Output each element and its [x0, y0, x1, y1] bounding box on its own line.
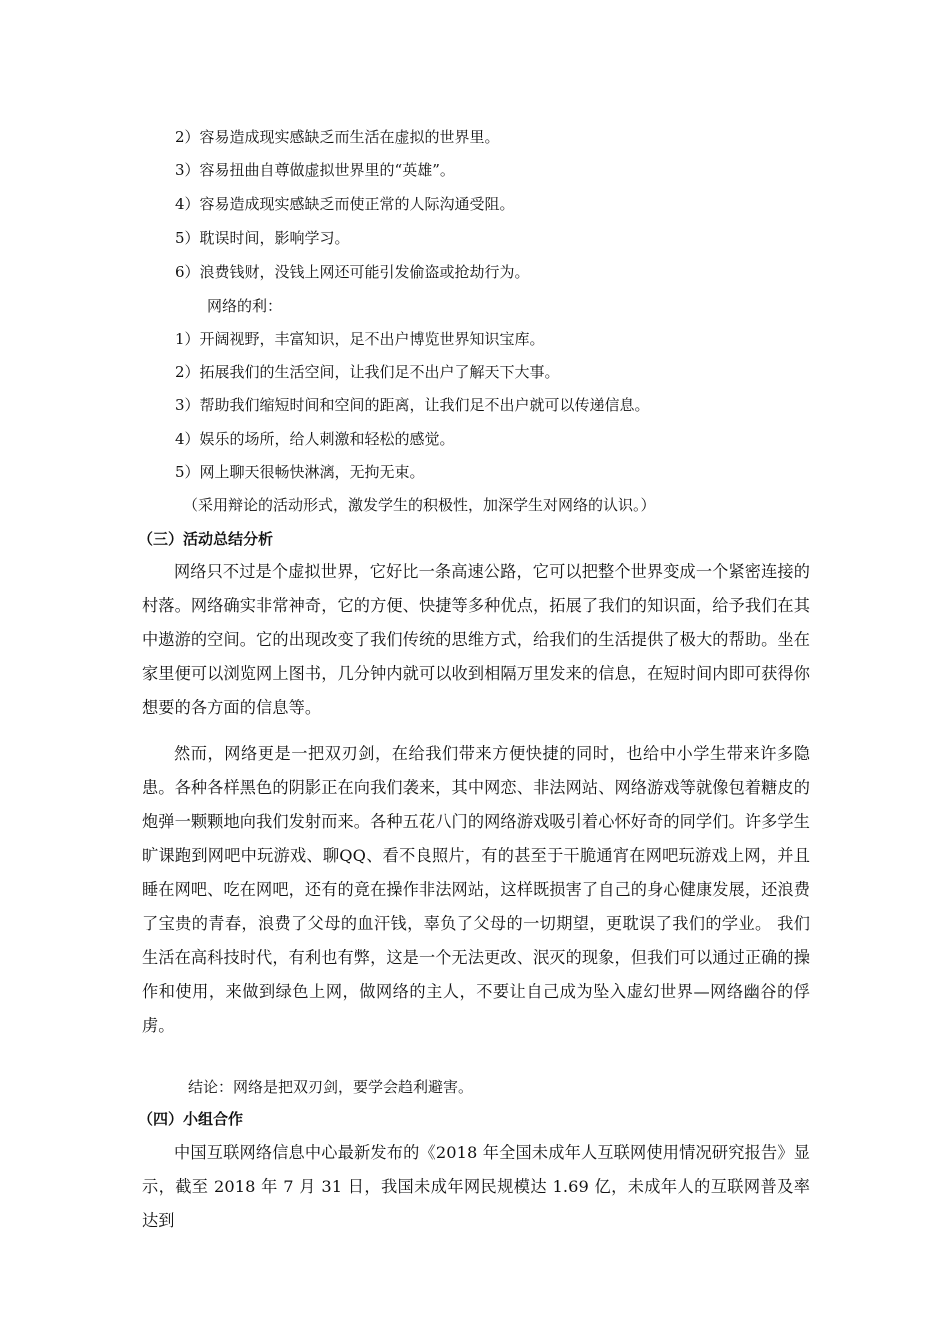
benefit-item-5: 5）网上聊天很畅快淋漓，无拘无束。 [175, 463, 425, 481]
harm-item-4: 4）容易造成现实感缺乏而使正常的人际沟通受阻。 [175, 195, 515, 213]
harm-item-5: 5）耽误时间，影响学习。 [175, 229, 350, 247]
benefit-item-1: 1）开阔视野，丰富知识，足不出户博览世界知识宝库。 [175, 330, 545, 348]
benefit-item-3: 3）帮助我们缩短时间和空间的距离，让我们足不出户就可以传递信息。 [175, 396, 650, 414]
conclusion-line: 结论：网络是把双刃剑，要学会趋利避害。 [188, 1078, 474, 1096]
harm-item-3: 3）容易扭曲自尊做虚拟世界里的“英雄”。 [175, 161, 455, 179]
summary-paragraph-2: 然而，网络更是一把双刃剑，在给我们带来方便快捷的同时，也给中小学生带来许多隐患。各种各样黑色的阴影正在向我们袭来，其中网恋、非法网站、网络游戏等就像包着糖皮的炮弹一颗颗地向我们发射而来。各种五花八门的网络游戏吸引着心怀好奇的同学们。许多学生旷课跑到网吧中玩游戏、聊QQ、看不良照片，有的甚至于干脆通宵在网吧玩游戏上网，并且睡在网吧、吃在网吧，还有的竟在操作非法网站，这样既损害了自己的身心健康发展，还浪费了宝贵的青春，浪费了父母的血汗钱，辜负了父母的一切期望，更耽误了我们的学业。 我们生活在高科技时代，有利也有弊，这是一个无法更改、泯灭的现象，但我们可以通过正确的操作和使用，来做到绿色上网，做网络的主人，不要让自己成为坠入虚幻世界—网络幽谷的俘虏。 [142, 744, 810, 1035]
section-heading-group-work: （四）小组合作 [138, 1110, 244, 1128]
harm-item-2: 2）容易造成现实感缺乏而生活在虚拟的世界里。 [175, 128, 500, 146]
benefit-item-4: 4）娱乐的场所，给人刺激和轻松的感觉。 [175, 430, 455, 448]
harm-item-6: 6）浪费钱财，没钱上网还可能引发偷盗或抢劫行为。 [175, 263, 530, 281]
debate-note: （采用辩论的活动形式，激发学生的积极性，加深学生对网络的认识。） [183, 496, 656, 514]
group-work-paragraph-1: 中国互联网络信息中心最新发布的《2018 年全国未成年人互联网使用情况研究报告》显示，截至 2018 年 7 月 31 日，我国未成年网民规模达 1.69 亿，未成年人的互联网普及率达到 [142, 1143, 810, 1230]
section-heading-summary: （三）活动总结分析 [138, 530, 274, 548]
summary-paragraph-1: 网络只不过是个虚拟世界，它好比一条高速公路，它可以把整个世界变成一个紧密连接的村落。网络确实非常神奇，它的方便、快捷等多种优点，拓展了我们的知识面，给予我们在其中遨游的空间。它的出现改变了我们传统的思维方式，给我们的生活提供了极大的帮助。坐在家里便可以浏览网上图书，几分钟内就可以收到相隔万里发来的信息，在短时间内即可获得你想要的各方面的信息等。 [142, 562, 810, 717]
benefit-item-2: 2）拓展我们的生活空间，让我们足不出户了解天下大事。 [175, 363, 560, 381]
benefits-label: 网络的利： [207, 297, 283, 315]
